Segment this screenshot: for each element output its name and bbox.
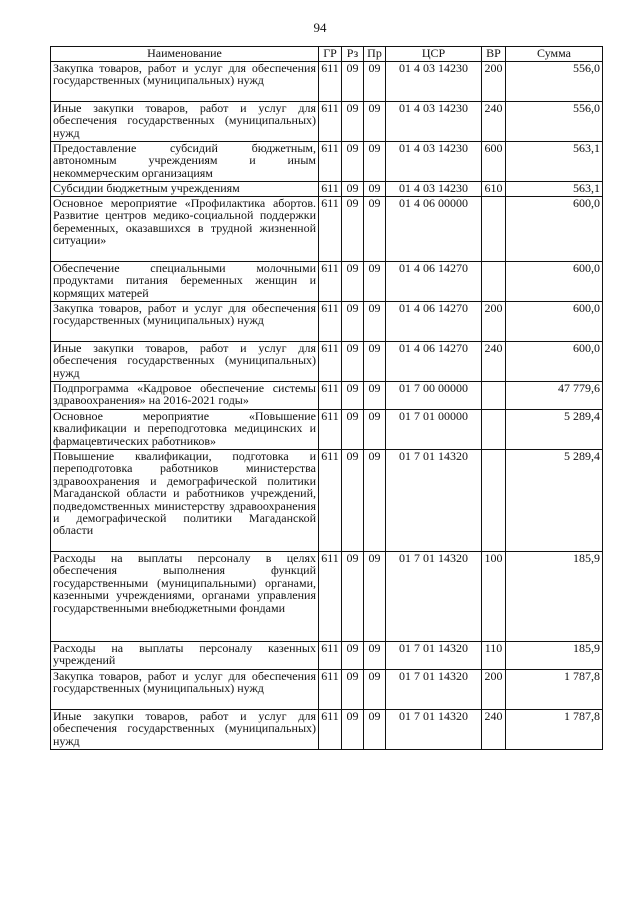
cell-sum: 563,1 <box>506 142 603 182</box>
cell-rz: 09 <box>342 62 364 102</box>
cell-sum: 1 787,8 <box>506 670 603 710</box>
cell-name: Субсидии бюджетным учреждениям <box>51 182 319 197</box>
cell-name: Закупка товаров, работ и услуг для обеспечения государственных (муниципальных) нужд <box>51 302 319 342</box>
cell-gr: 611 <box>319 342 342 382</box>
cell-csr: 01 7 01 14320 <box>386 710 482 750</box>
cell-vr <box>482 262 506 302</box>
cell-gr: 611 <box>319 142 342 182</box>
cell-vr <box>482 410 506 450</box>
cell-rz: 09 <box>342 382 364 410</box>
cell-gr: 611 <box>319 62 342 102</box>
table-header-row <box>51 47 603 62</box>
cell-sum: 600,0 <box>506 262 603 302</box>
cell-gr: 611 <box>319 182 342 197</box>
table-body <box>51 62 603 750</box>
table-row <box>51 102 603 142</box>
header-pr: Пр <box>364 47 386 62</box>
cell-name: Иные закупки товаров, работ и услуг для обеспечения государственных (муниципальных) нужд <box>51 342 319 382</box>
cell-vr: 200 <box>482 302 506 342</box>
budget-table <box>50 46 603 750</box>
cell-csr: 01 4 03 14230 <box>386 182 482 197</box>
cell-rz: 09 <box>342 142 364 182</box>
cell-sum: 563,1 <box>506 182 603 197</box>
cell-pr: 09 <box>364 450 386 552</box>
cell-csr: 01 7 01 14320 <box>386 642 482 670</box>
cell-rz: 09 <box>342 302 364 342</box>
header-csr: ЦСР <box>386 47 482 62</box>
cell-csr: 01 4 06 14270 <box>386 342 482 382</box>
cell-vr: 110 <box>482 642 506 670</box>
cell-pr: 09 <box>364 262 386 302</box>
cell-pr: 09 <box>364 182 386 197</box>
cell-name: Основное мероприятие «Профилактика абортов. Развитие центров медико-социальной поддержки беременных, оказавшихся в трудной жизненной ситуации» <box>51 197 319 262</box>
cell-vr <box>482 382 506 410</box>
cell-gr: 611 <box>319 302 342 342</box>
cell-pr: 09 <box>364 382 386 410</box>
cell-rz: 09 <box>342 710 364 750</box>
cell-pr: 09 <box>364 142 386 182</box>
cell-name: Подпрограмма «Кадровое обеспечение системы здравоохранения» на 2016-2021 годы» <box>51 382 319 410</box>
cell-gr: 611 <box>319 642 342 670</box>
cell-rz: 09 <box>342 102 364 142</box>
cell-pr: 09 <box>364 102 386 142</box>
cell-gr: 611 <box>319 262 342 302</box>
header-name: Наименование <box>51 47 319 62</box>
cell-csr: 01 7 01 14320 <box>386 450 482 552</box>
page-number: 94 <box>313 20 327 35</box>
table-row <box>51 142 603 182</box>
cell-csr: 01 7 01 14320 <box>386 552 482 642</box>
table-row <box>51 382 603 410</box>
cell-name: Основное мероприятие «Повышение квалификации и переподготовка медицинских и фармацевтических работников» <box>51 410 319 450</box>
cell-csr: 01 7 01 14320 <box>386 670 482 710</box>
cell-rz: 09 <box>342 670 364 710</box>
cell-vr: 240 <box>482 342 506 382</box>
cell-pr: 09 <box>364 642 386 670</box>
cell-rz: 09 <box>342 552 364 642</box>
cell-gr: 611 <box>319 670 342 710</box>
cell-name: Закупка товаров, работ и услуг для обеспечения государственных (муниципальных) нужд <box>51 62 319 102</box>
cell-gr: 611 <box>319 382 342 410</box>
table-row <box>51 710 603 750</box>
cell-sum: 556,0 <box>506 62 603 102</box>
table-row <box>51 342 603 382</box>
cell-rz: 09 <box>342 642 364 670</box>
cell-pr: 09 <box>364 552 386 642</box>
cell-csr: 01 4 03 14230 <box>386 102 482 142</box>
table-row <box>51 182 603 197</box>
cell-vr <box>482 197 506 262</box>
cell-name: Повышение квалификации, подготовка и переподготовка работников министерства здравоохранения и демографической политики Магаданской области и работников учреждений, подведомственных министерству здравоохранения и демографической политики Магаданской области <box>51 450 319 552</box>
cell-name: Обеспечение специальными молочными продуктами питания беременных женщин и кормящих матерей <box>51 262 319 302</box>
cell-vr: 240 <box>482 710 506 750</box>
table-row <box>51 670 603 710</box>
cell-csr: 01 4 03 14230 <box>386 142 482 182</box>
cell-rz: 09 <box>342 450 364 552</box>
table-row <box>51 642 603 670</box>
cell-sum: 600,0 <box>506 342 603 382</box>
table-row <box>51 197 603 262</box>
cell-sum: 47 779,6 <box>506 382 603 410</box>
cell-gr: 611 <box>319 450 342 552</box>
cell-sum: 600,0 <box>506 197 603 262</box>
cell-pr: 09 <box>364 197 386 262</box>
cell-vr: 610 <box>482 182 506 197</box>
cell-rz: 09 <box>342 410 364 450</box>
cell-name: Закупка товаров, работ и услуг для обеспечения государственных (муниципальных) нужд <box>51 670 319 710</box>
cell-csr: 01 4 03 14230 <box>386 62 482 102</box>
cell-pr: 09 <box>364 302 386 342</box>
cell-rz: 09 <box>342 182 364 197</box>
cell-csr: 01 7 00 00000 <box>386 382 482 410</box>
cell-name: Расходы на выплаты персоналу казенных учреждений <box>51 642 319 670</box>
cell-gr: 611 <box>319 552 342 642</box>
cell-name: Иные закупки товаров, работ и услуг для обеспечения государственных (муниципальных) нужд <box>51 102 319 142</box>
cell-sum: 5 289,4 <box>506 410 603 450</box>
cell-gr: 611 <box>319 410 342 450</box>
cell-pr: 09 <box>364 410 386 450</box>
cell-rz: 09 <box>342 342 364 382</box>
cell-pr: 09 <box>364 710 386 750</box>
header-vr: ВР <box>482 47 506 62</box>
cell-name: Иные закупки товаров, работ и услуг для обеспечения государственных (муниципальных) нужд <box>51 710 319 750</box>
header-gr: ГР <box>319 47 342 62</box>
cell-sum: 185,9 <box>506 552 603 642</box>
table-row <box>51 262 603 302</box>
cell-name: Предоставление субсидий бюджетным, автономным учреждениям и иным некоммерческим организациям <box>51 142 319 182</box>
cell-sum: 1 787,8 <box>506 710 603 750</box>
cell-sum: 600,0 <box>506 302 603 342</box>
cell-sum: 556,0 <box>506 102 603 142</box>
cell-rz: 09 <box>342 262 364 302</box>
cell-sum: 185,9 <box>506 642 603 670</box>
table-row <box>51 302 603 342</box>
cell-csr: 01 4 06 00000 <box>386 197 482 262</box>
cell-gr: 611 <box>319 197 342 262</box>
cell-vr <box>482 450 506 552</box>
table-row <box>51 450 603 552</box>
table-row <box>51 62 603 102</box>
cell-vr: 200 <box>482 62 506 102</box>
table-row <box>51 552 603 642</box>
cell-vr: 200 <box>482 670 506 710</box>
cell-gr: 611 <box>319 710 342 750</box>
table-row <box>51 410 603 450</box>
cell-sum: 5 289,4 <box>506 450 603 552</box>
cell-name: Расходы на выплаты персоналу в целях обеспечения выполнения функций государственными (муниципальными) органами, казенными учреждениями, органами управления государственными внебюджетными фондами <box>51 552 319 642</box>
cell-rz: 09 <box>342 197 364 262</box>
cell-gr: 611 <box>319 102 342 142</box>
cell-vr: 600 <box>482 142 506 182</box>
cell-pr: 09 <box>364 670 386 710</box>
cell-vr: 100 <box>482 552 506 642</box>
cell-pr: 09 <box>364 342 386 382</box>
cell-csr: 01 4 06 14270 <box>386 302 482 342</box>
cell-pr: 09 <box>364 62 386 102</box>
header-sum: Сумма <box>506 47 603 62</box>
cell-vr: 240 <box>482 102 506 142</box>
header-rz: Рз <box>342 47 364 62</box>
cell-csr: 01 4 06 14270 <box>386 262 482 302</box>
cell-csr: 01 7 01 00000 <box>386 410 482 450</box>
